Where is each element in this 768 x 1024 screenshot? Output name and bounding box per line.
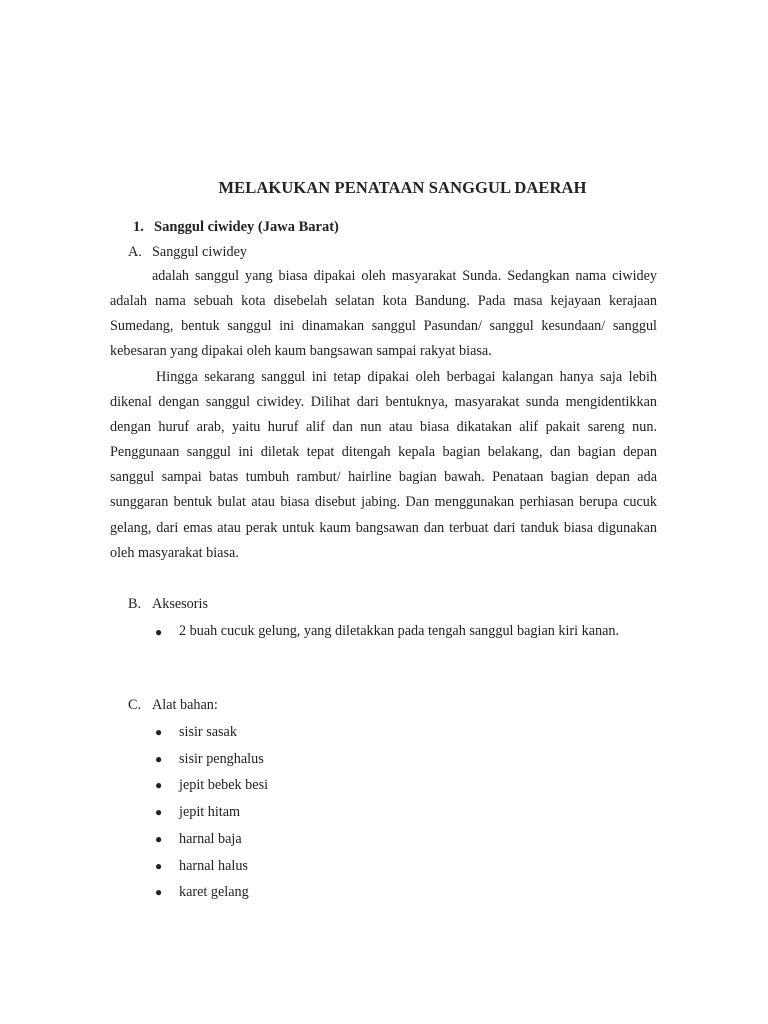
bullet-icon: ● xyxy=(155,778,163,793)
subheading-a-letter: A. xyxy=(128,244,142,260)
subheading-a-text: Sanggul ciwidey xyxy=(152,244,247,260)
list-item xyxy=(151,879,657,906)
bullet-icon: ● xyxy=(155,751,163,766)
bullet-icon: ● xyxy=(155,805,163,820)
list-item-text: 2 buah cucuk gelung, yang diletakkan pada tengah sanggul bagian kiri kanan. xyxy=(179,623,620,639)
list-item-text: sisir penghalus xyxy=(179,750,264,767)
list-item xyxy=(151,826,657,853)
subheading-b-letter: B. xyxy=(128,596,142,612)
list-item xyxy=(151,853,657,880)
list-item-text: harnal halus xyxy=(179,857,248,874)
subheading-c-letter: C. xyxy=(128,697,142,713)
list-item-text: sisir sasak xyxy=(179,724,237,740)
bullet-icon: ● xyxy=(155,885,163,900)
alat-bahan-list xyxy=(151,719,657,906)
bullet-icon: ● xyxy=(155,831,163,846)
subheading-b-text: Aksesoris xyxy=(152,596,208,612)
subheading-c xyxy=(128,697,218,714)
section-number: 1. xyxy=(133,219,144,235)
subheading-b xyxy=(128,596,208,613)
list-item xyxy=(151,799,657,826)
list-item xyxy=(151,619,657,644)
bullet-icon: ● xyxy=(155,625,163,639)
document-title: MELAKUKAN PENATAAN SANGGUL DAERAH xyxy=(218,178,587,197)
list-item-text: harnal baja xyxy=(179,830,242,847)
list-item xyxy=(151,746,657,773)
subheading-c-text: Alat bahan: xyxy=(152,697,218,713)
list-item-text: jepit hitam xyxy=(179,804,241,821)
aksesoris-list xyxy=(151,619,657,644)
list-item-text: jepit bebek besi xyxy=(179,777,269,794)
paragraph-a-2: Hingga sekarang sanggul ini tetap dipakai oleh berbagai kalangan hanya saja lebih dikenal dengan sanggul ciwidey. Dilihat dari bentuknya, masyarakat sunda mengidentikkan dengan huruf arab, yaitu huruf alif dan nun atau biasa dikatakan alif pakait sareng nun. Penggunaan sanggul ini diletak tepat ditengah kepala bagian belakang, dan bagian depan sanggul sampai batas tumbuh rambut/ hairline bagian bawah. Penataan bagian depan ada sunggaran bentuk bulat atau biasa disebut jabing. Dan menggunakan perhiasan berupa cucuk gelang, dari emas atau perak untuk kaum bangsawan dan terbuat dari tanduk biasa digunakan oleh masyarakat biasa. xyxy=(110,369,657,561)
bullet-icon: ● xyxy=(155,725,163,739)
bullet-icon: ● xyxy=(155,858,163,873)
list-item xyxy=(151,772,657,799)
paragraph-a-1: adalah sanggul yang biasa dipakai oleh masyarakat Sunda. Sedangkan nama ciwidey adalah nama sebuah kota disebelah selatan kota Bandung. Pada masa kejayaan kerajaan Sumedang, bentuk sanggul ini dinamakan sanggul Pasundan/ sanggul kesundaan/ sanggul kebesaran yang dipakai oleh kaum bangsawan sampai rakyat biasa. xyxy=(110,268,657,360)
section-heading-text: Sanggul ciwidey (Jawa Barat) xyxy=(154,219,339,235)
list-item xyxy=(151,719,657,746)
section-heading xyxy=(133,219,339,236)
list-item-text: karet gelang xyxy=(179,884,249,901)
subheading-a xyxy=(128,244,247,261)
